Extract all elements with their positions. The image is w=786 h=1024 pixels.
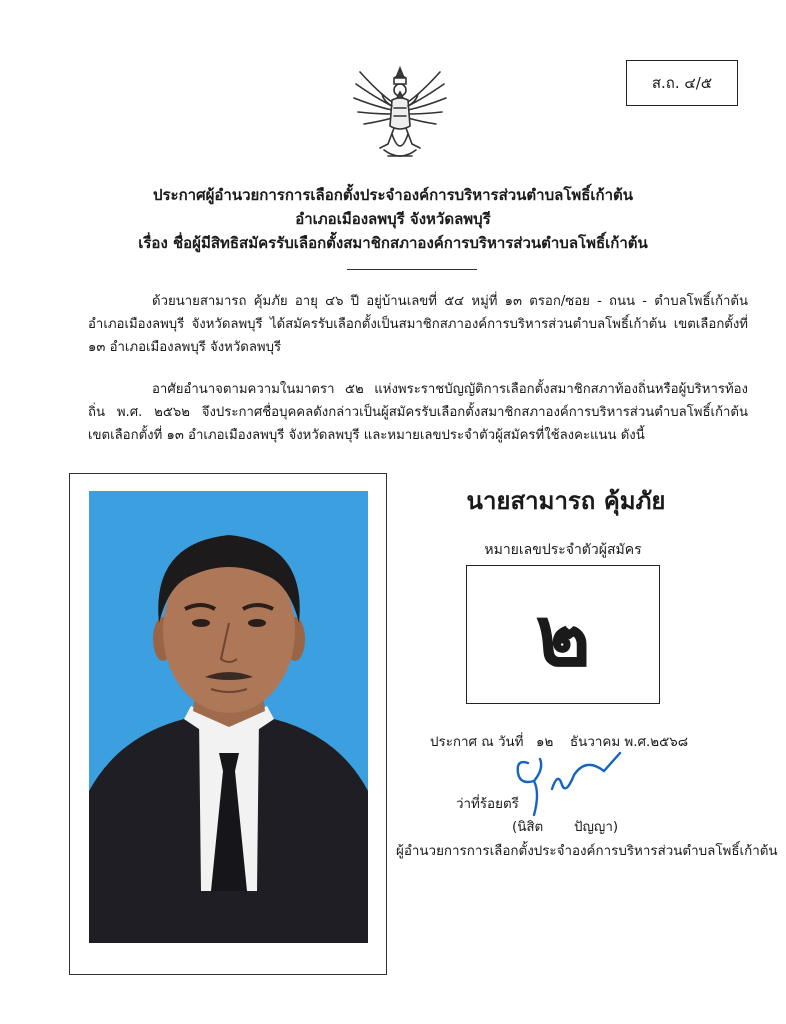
signer-last-name: ปัญญา) [574, 820, 619, 835]
body-paragraph-2: อาศัยอำนาจตามความในมาตรา ๕๒ แห่งพระราชบัญญัติการเลือกตั้งสมาชิกสภาท้องถิ่นหรือผู้บริหารท้องถิ่น พ.ศ. ๒๕๖๒ จึงประกาศชื่อบุคคลดังกล่าวเป็นผู้สมัครรับเลือกตั้งสมาชิกสภาองค์การบริหารส่วนตำบลโพธิ์เก้าต้น เขตเลือกตั้งที่ ๑๓ อำเภอเมืองลพบุรี จังหวัดลพบุรี และหมายเลขประจำตัวผู้สมัครที่ใช้ลงคะแนน ดังนี้ [88, 382, 748, 443]
signer-position: ผู้อำนวยการการเลือกตั้งประจำองค์การบริหารส่วนตำบลโพธิ์เก้าต้น [396, 844, 778, 859]
signer-first-name: (นิสิต [512, 820, 544, 835]
garuda-emblem-icon [348, 62, 452, 166]
candidate-number-label: หมายเลขประจำตัวผู้สมัคร [484, 542, 642, 558]
candidate-number: ๒ [535, 586, 591, 685]
announcement-district: อำเภอเมืองลพบุรี จังหวัดลพบุรี [295, 210, 491, 228]
candidate-number-box [466, 565, 660, 704]
handwritten-signature [500, 745, 650, 825]
form-code-box [626, 60, 738, 106]
announce-month-year: ธันวาคม พ.ศ.๒๕๖๘ [570, 735, 689, 750]
announcement-subject: เรื่อง ชื่อผู้มีสิทธิสมัครรับเลือกตั้งสมาชิกสภาองค์การบริหารส่วนตำบลโพธิ์เก้าต้น [138, 234, 648, 252]
announce-date-prefix: ประกาศ ณ วันที่ [430, 735, 524, 750]
announcement-title: ประกาศผู้อำนวยการการเลือกตั้งประจำองค์การบริหารส่วนตำบลโพธิ์เก้าต้น [152, 186, 634, 204]
body-paragraph-1: ด้วยนายสามารถ คุ้มภัย อายุ ๔๖ ปี อยู่บ้านเลขที่ ๕๔ หมู่ที่ ๑๓ ตรอก/ซอย - ถนน - ตำบลโพธิ์เก้าต้น อำเภอเมืองลพบุรี จังหวัดลพบุรี ได้สมัครรับเลือกตั้งเป็นสมาชิกสภาองค์การบริหารส่วนตำบลโพธิ์เก้าต้น เขตเลือกตั้งที่ ๑๓ อำเภอเมืองลพบุรี จังหวัดลพบุรี [88, 294, 748, 355]
candidate-name: นายสามารถ คุ้มภัย [466, 487, 666, 515]
header-divider [347, 269, 477, 270]
form-code: ส.ถ. ๔/๕ [651, 74, 713, 92]
signer-rank: ว่าที่ร้อยตรี [456, 797, 519, 812]
announce-day: ๑๒ [536, 735, 554, 750]
candidate-photo [89, 491, 368, 943]
